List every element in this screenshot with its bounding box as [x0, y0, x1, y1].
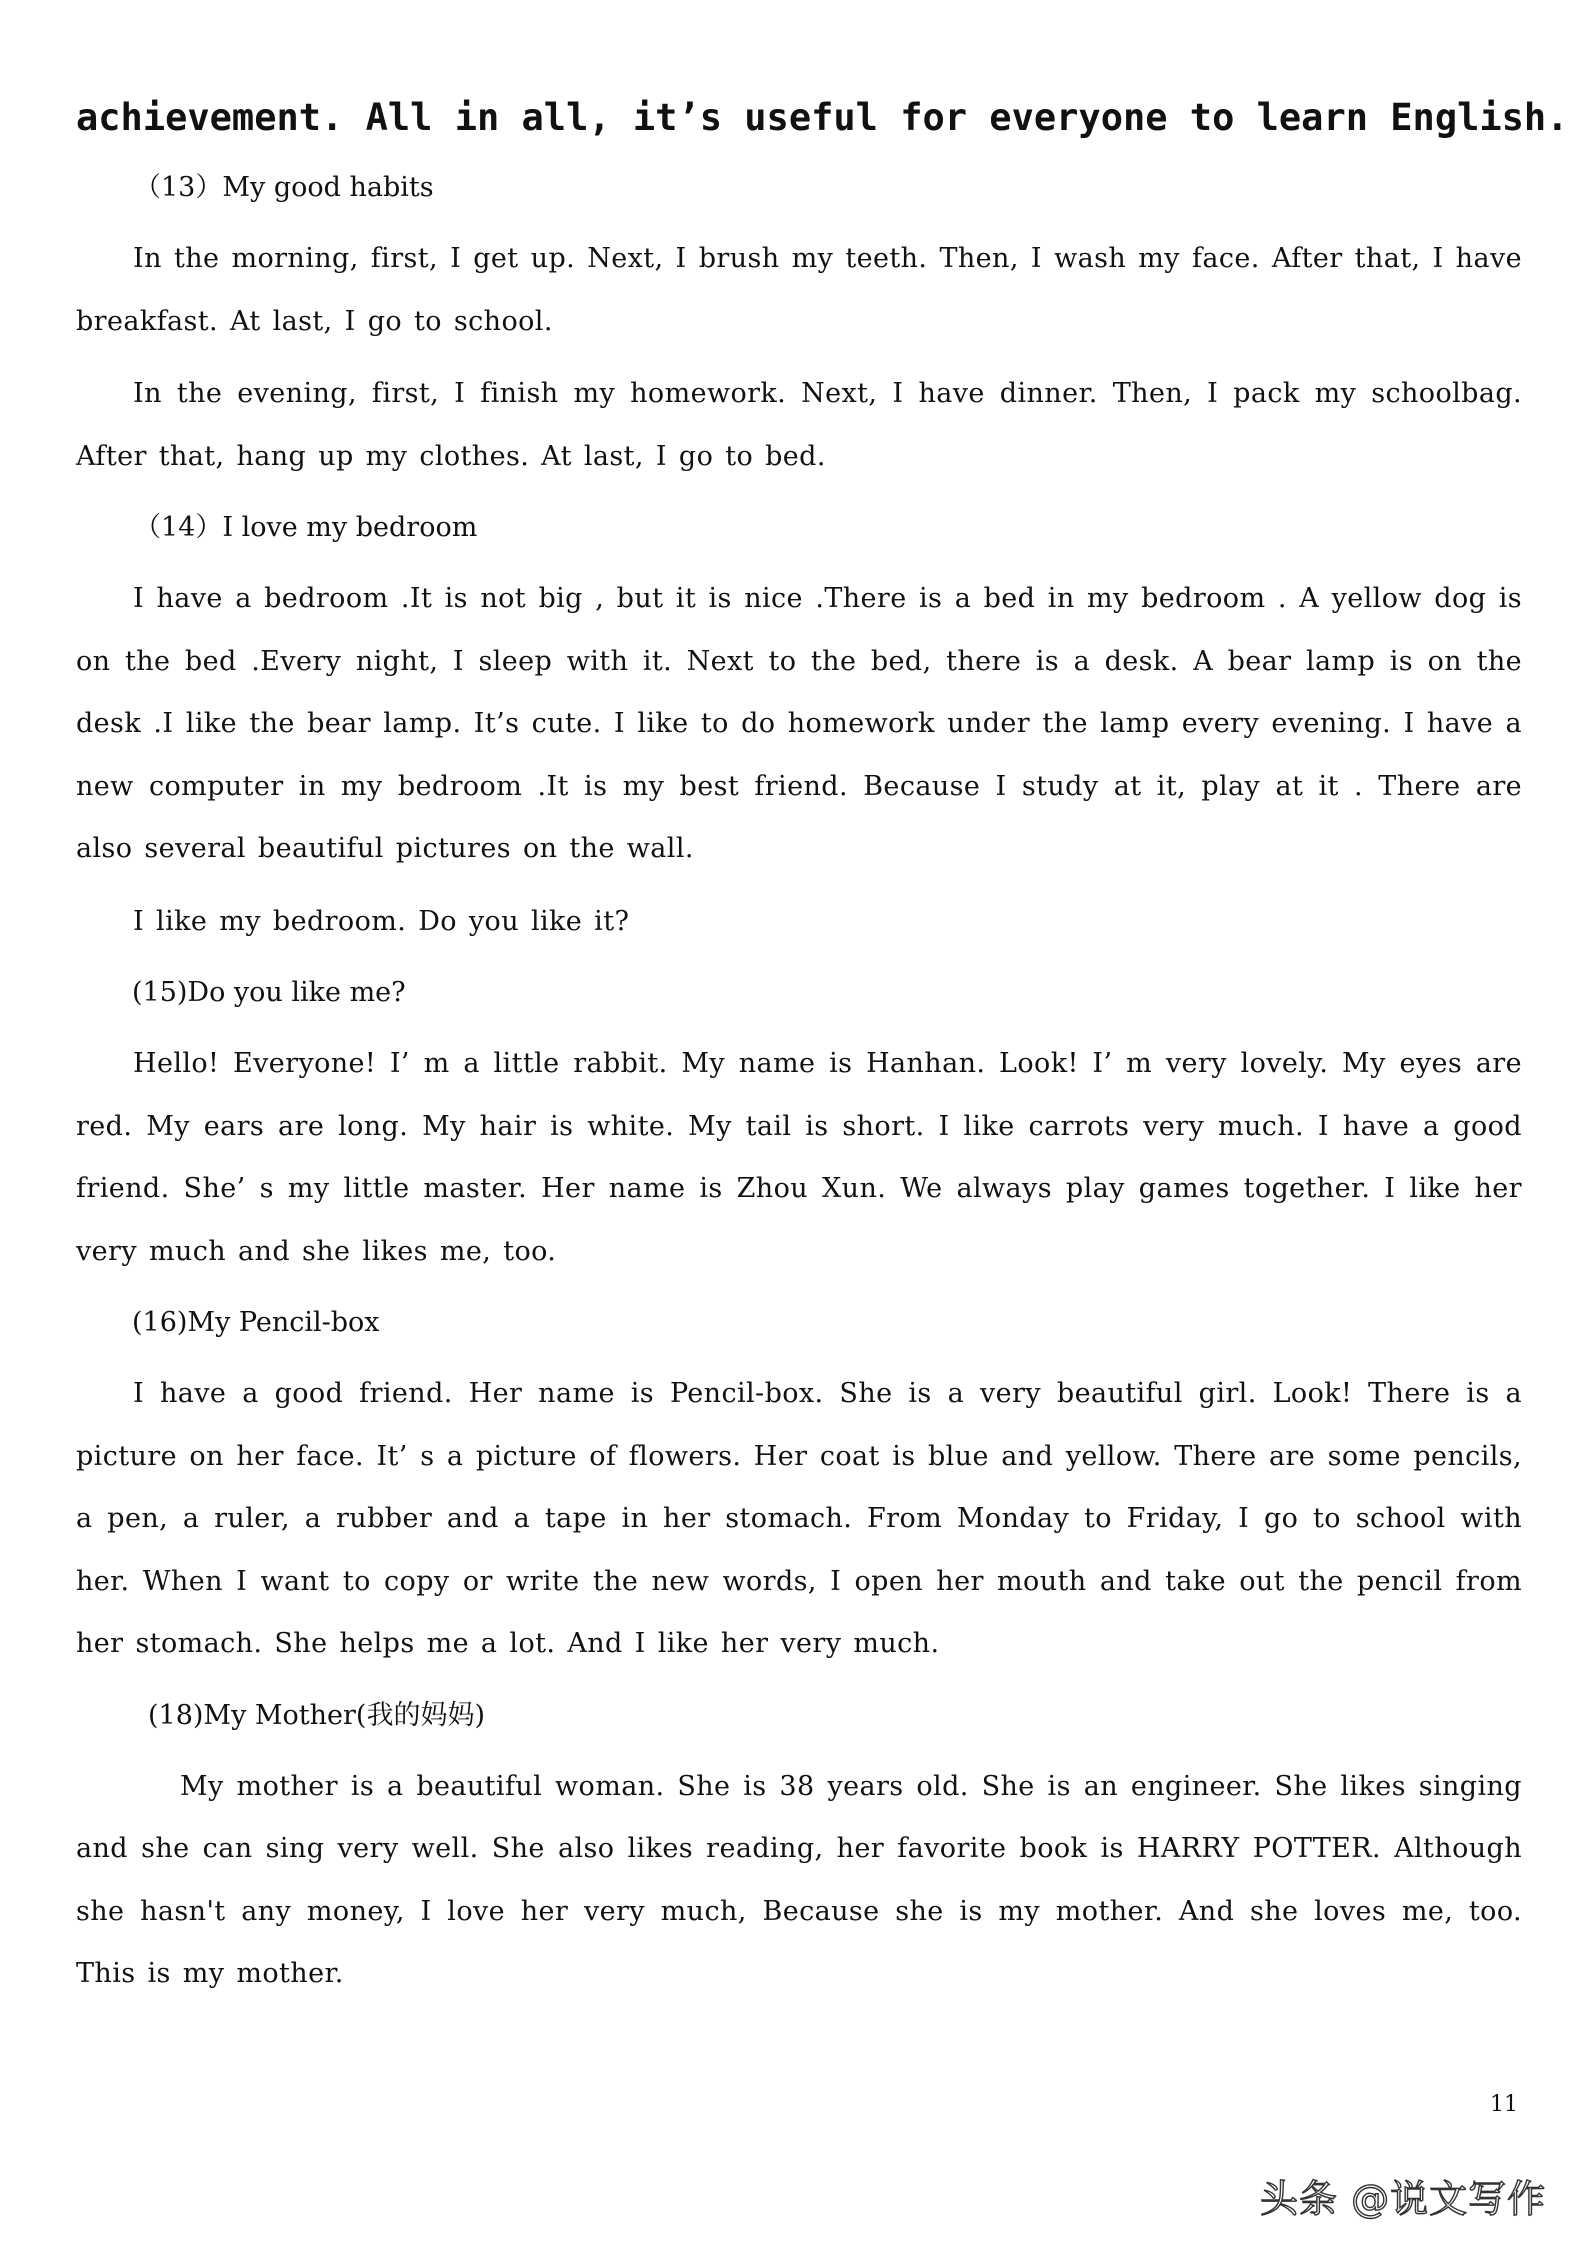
section-13-paragraph-2: In the evening, first, I finish my homework. Next, I have dinner. Then, I pack my schoolbag. After that, hang up my clothes. At last, I go to bed.	[76, 378, 1522, 472]
section-14-paragraph-1: I have a bedroom .It is not big , but it is nice .There is a bed in my bedroom . A yellow dog is on the bed .Every night, I sleep with it. Next to the bed, there is a desk. A bear lamp is on the desk .I like the bear lamp. It’s cute. I like to do homework under the lamp every evening. I have a new computer in my bedroom .It is my best friend. Because I study at it, play at it . There are also several beautiful pictures on the wall.	[76, 583, 1522, 864]
section-18-paragraph-1: My mother is a beautiful woman. She is 38 years old. She is an engineer. She likes singing and she can sing very well. She also likes reading, her favorite book is HARRY POTTER. Although she hasn't any money, I love her very much, Because she is my mother. And she loves me, too. This is my mother.	[76, 1770, 1522, 1989]
section-13-paragraph-1: In the morning, first, I get up. Next, I brush my teeth. Then, I wash my face. After that, I have breakfast. At last, I go to school.	[76, 243, 1522, 337]
section-15-heading: (15)Do you like me?	[132, 977, 406, 1008]
section-15-paragraph-1: Hello! Everyone! I’ m a little rabbit. My name is Hanhan. Look! I’ m very lovely. My eyes are red. My ears are long. My hair is white. My tail is short. I like carrots very much. I have a good friend. She’ s my little master. Her name is Zhou Xun. We always play games together. I like her very much and she likes me, too.	[76, 1048, 1522, 1267]
continued-line: achievement. All in all, it’s useful for everyone to learn English.	[76, 96, 1569, 139]
section-14-heading: （14）I love my bedroom	[134, 512, 478, 543]
watermark-logo: 头条 @说文写作	[1260, 2177, 1547, 2221]
section-13-heading: （13）My good habits	[134, 172, 434, 203]
section-16-heading: (16)My Pencil-box	[132, 1307, 380, 1338]
document-body	[76, 88, 1569, 2016]
page-number: 11	[1490, 2092, 1518, 2117]
section-16-paragraph-1: I have a good friend. Her name is Pencil-box. She is a very beautiful girl. Look! There is a picture on her face. It’ s a picture of flowers. Her coat is blue and yellow. There are some pencils, a pen, a ruler, a rubber and a tape in her stomach. From Monday to Friday, I go to school with her. When I want to copy or write the new words, I open her mouth and take out the pencil from her stomach. She helps me a lot. And I like her very much.	[76, 1378, 1522, 1659]
section-14-paragraph-2: I like my bedroom. Do you like it?	[133, 905, 630, 937]
section-18-heading: (18)My Mother(我的妈妈)	[148, 1699, 485, 1731]
